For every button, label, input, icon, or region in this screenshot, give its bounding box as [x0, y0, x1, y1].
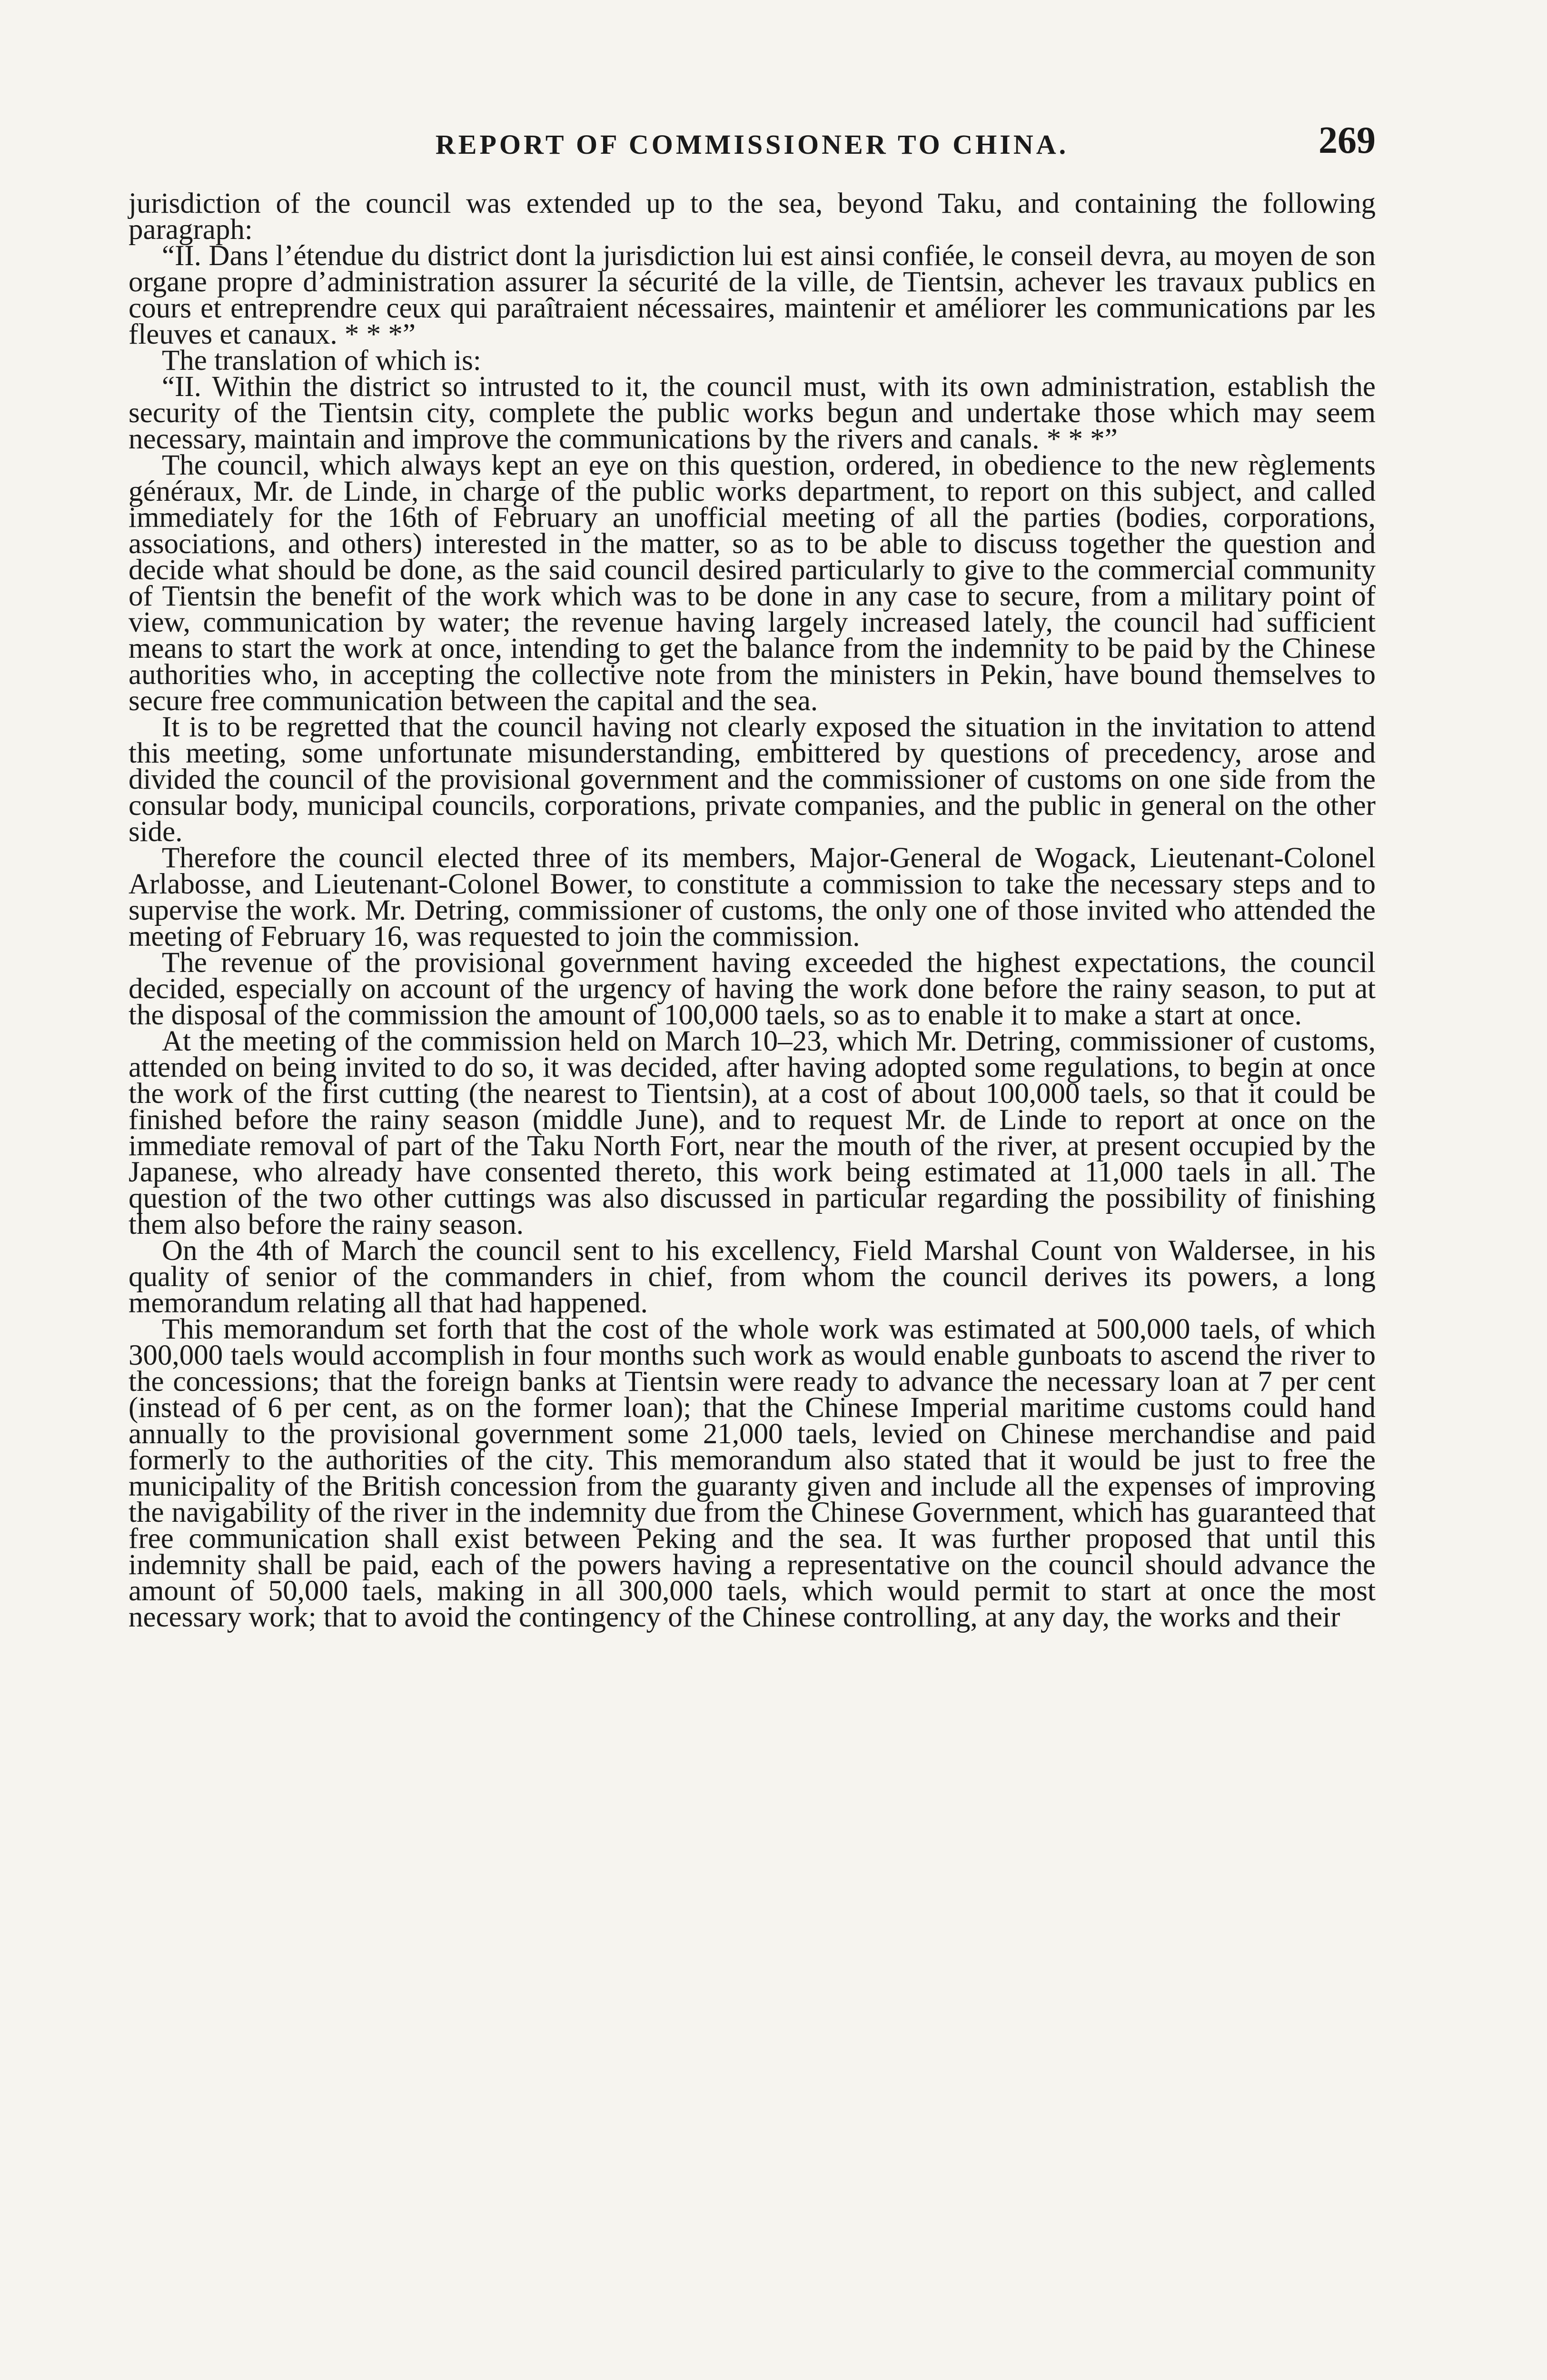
- paragraph: “II. Dans l’étendue du district dont la jurisdiction lui est ainsi confiée, le conseil devra, au moyen de son organe propre d’administration assurer la sécurité de la ville, de Tientsin, achever les travaux publics en cours et entreprendre ceux qui paraîtraient nécessaires, maintenir et améliorer les communications par les fleuves et canaux. * * *”: [129, 240, 1376, 350]
- paragraph: The translation of which is:: [162, 345, 481, 377]
- running-head: REPORT OF COMMISSIONER TO CHINA.: [435, 129, 1069, 160]
- paragraph: This memorandum set forth that the cost of the whole work was estimated at 500,000 taels, of which 300,000 taels would accomplish in four months such work as would enable gunboats to ascend the river to the concessions; that the foreign banks at Tientsin were ready to advance the necessary loan at 7 per cent (instead of 6 per cent, as on the former loan); that the Chinese Imperial maritime customs could hand annually to the provisional government some 21,000 taels, levied on Chinese merchandise and paid formerly to the authorities of the city. This memorandum also stated that it would be just to free the municipality of the British concession from the guaranty given and include all the expenses of improving the navigability of the river in the indemnity due from the Chinese Government, which has guaranteed that free communication shall exist between Peking and the sea. It was further proposed that until this indemnity shall be paid, each of the powers having a representative on the council should advance the amount of 50,000 taels, making in all 300,000 taels, which would permit to start at once the most necessary work; that to avoid the contingency of the Chinese controlling, at any day, the works and their: [129, 1313, 1376, 1633]
- body-text: [129, 188, 1376, 1633]
- paragraph: On the 4th of March the council sent to his excellency, Field Marshal Count von Waldersee, in his quality of senior of the commanders in chief, from whom the council derives its powers, a long memorandum relating all that had happened.: [129, 1235, 1376, 1319]
- page-number: 269: [1319, 119, 1376, 161]
- document-page: [129, 119, 1376, 1633]
- paragraph: “II. Within the district so intrusted to it, the council must, with its own administration, establish the security of the Tientsin city, complete the public works begun and undertake those which may seem necessary, maintain and improve the communications by the rivers and canals. * * *”: [129, 371, 1376, 455]
- paragraph: The revenue of the provisional government having exceeded the highest expectations, the council decided, especially on account of the urgency of having the work done before the rainy season, to put at the disposal of the commission the amount of 100,000 taels, so as to enable it to make a start at once.: [129, 947, 1376, 1031]
- paragraph: At the meeting of the commission held on March 10–23, which Mr. Detring, commissioner of customs, attended on being invited to do so, it was decided, after having adopted some regulations, to begin at once the work of the first cutting (the nearest to Tientsin), at a cost of about 100,000 taels, so that it could be finished before the rainy season (middle June), and to request Mr. de Linde to report at once on the immediate removal of part of the Taku North Fort, near the mouth of the river, at present occupied by the Japanese, who already have consented thereto, this work being estimated at 11,000 taels in all. The question of the two other cuttings was also discussed in particular regarding the possibility of finishing them also before the rainy season.: [129, 1025, 1376, 1240]
- paragraph: The council, which always kept an eye on this question, ordered, in obedience to the new règlements généraux, Mr. de Linde, in charge of the public works department, to report on this subject, and called immediately for the 16th of February an unofficial meeting of all the parties (bodies, corporations, associations, and others) interested in the matter, so as to be able to discuss together the question and decide what should be done, as the said council desired particularly to give to the commercial community of Tientsin the benefit of the work which was to be done in any case to secure, from a military point of view, communication by water; the revenue having largely increased lately, the council had sufficient means to start the work at once, intending to get the balance from the indemnity to be paid by the Chinese authorities who, in accepting the collective note from the ministers in Pekin, have bound themselves to secure free communication between the capital and the sea.: [129, 449, 1376, 717]
- paragraph: jurisdiction of the council was extended up to the sea, beyond Taku, and containing the following paragraph:: [129, 188, 1376, 246]
- paragraph: Therefore the council elected three of its members, Major-General de Wogack, Lieutenant-Colonel Arlabosse, and Lieutenant-Colonel Bower, to constitute a commission to take the necessary steps and to supervise the work. Mr. Detring, commissioner of customs, the only one of those invited who attended the meeting of February 16, was requested to join the commission.: [129, 842, 1376, 952]
- page-header: [129, 119, 1376, 171]
- paragraph: It is to be regretted that the council having not clearly exposed the situation in the invitation to attend this meeting, some unfortunate misunderstanding, embittered by questions of precedency, arose and divided the council of the provisional government and the commissioner of customs on one side from the consular body, municipal councils, corporations, private companies, and the public in general on the other side.: [129, 711, 1376, 848]
